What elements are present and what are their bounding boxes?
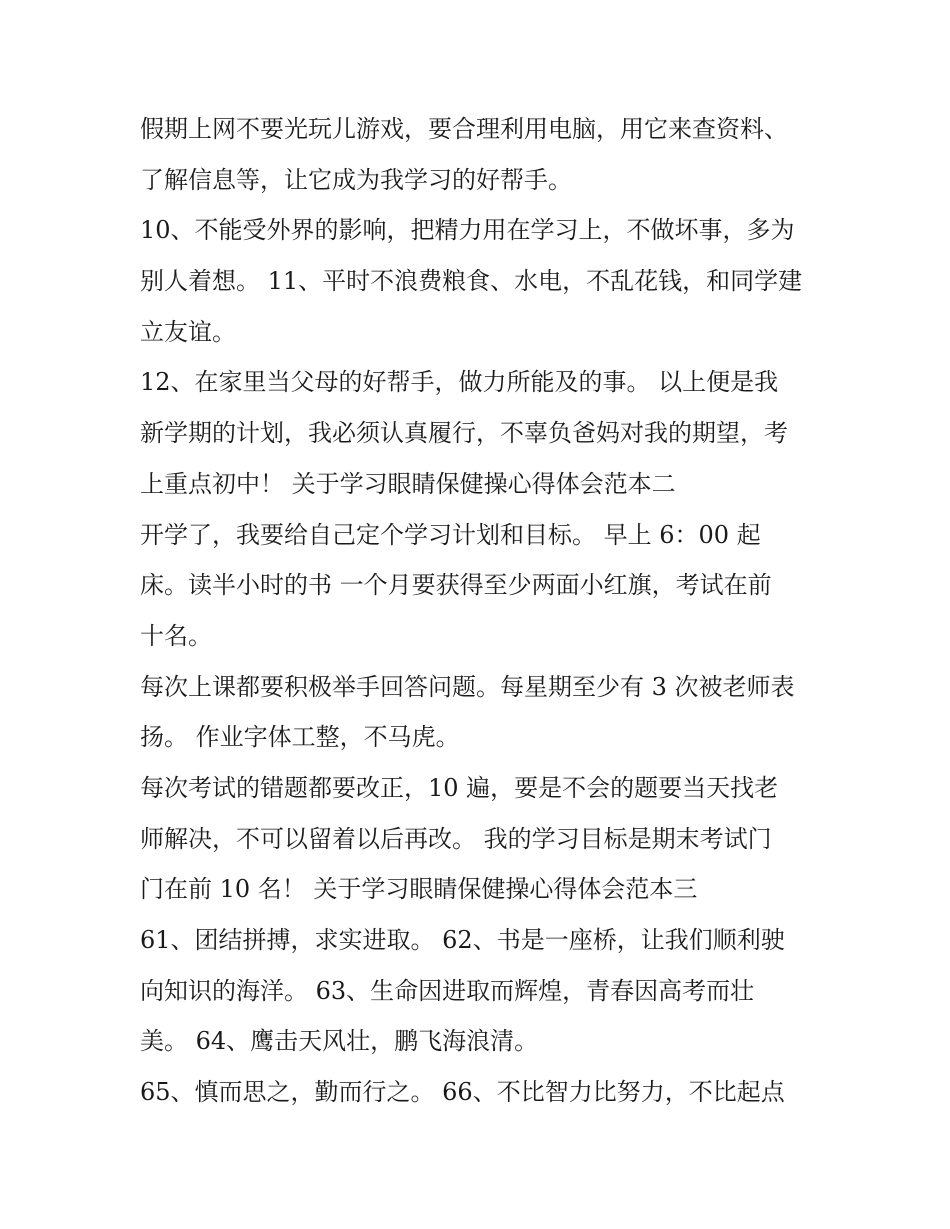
text-line: 床。读半小时的书 一个月要获得至少两面小红旗，考试在前 — [140, 571, 772, 600]
text-line: 别人着想。 11、平时不浪费粮食、水电，不乱花钱，和同学建 — [140, 267, 803, 296]
text-line: 十名。 — [140, 621, 212, 650]
text-line: 12、在家里当父母的好帮手，做力所能及的事。 以上便是我 — [140, 368, 779, 397]
text-line: 假期上网不要光玩儿游戏，要合理利用电脑，用它来查资料、 — [140, 115, 788, 143]
text-line: 65、慎而思之，勤而行之。 66、不比智力比努力，不比起点 — [140, 1078, 785, 1107]
text-line: 每次上课都要积极举手回答问题。每星期至少有 3 次被老师表 — [140, 672, 795, 701]
document-body — [140, 104, 840, 1118]
text-line: 扬。 作业字体工整，不马虎。 — [140, 723, 460, 752]
text-line: 上重点初中！ 关于学习眼睛保健操心得体会范本二 — [140, 469, 676, 498]
text-line: 向知识的海洋。 63、生命因进取而辉煌，青春因高考而壮 — [140, 976, 755, 1005]
text-line: 了解信息等，让它成为我学习的好帮手。 — [140, 165, 572, 194]
text-line: 师解决，不可以留着以后再改。 我的学习目标是期末考试门 — [140, 824, 772, 853]
text-line: 每次考试的错题都要改正，10 遍，要是不会的题要当天找老 — [140, 773, 779, 802]
text-line: 开学了，我要给自己定个学习计划和目标。 早上 6：00 起 — [140, 520, 761, 549]
text-line: 新学期的计划，我必须认真履行，不辜负爸妈对我的期望，考 — [140, 419, 788, 448]
text-line: 10、不能受外界的影响，把精力用在学习上，不做坏事，多为 — [140, 216, 795, 245]
text-line: 立友谊。 — [140, 317, 236, 346]
text-line: 61、团结拼搏，求实进取。 62、书是一座桥，让我们顺利驶 — [140, 926, 785, 954]
text-line: 门在前 10 名！ 关于学习眼睛保健操心得体会范本三 — [140, 875, 698, 904]
text-line: 美。 64、鹰击天风壮，鹏飞海浪清。 — [140, 1027, 539, 1056]
